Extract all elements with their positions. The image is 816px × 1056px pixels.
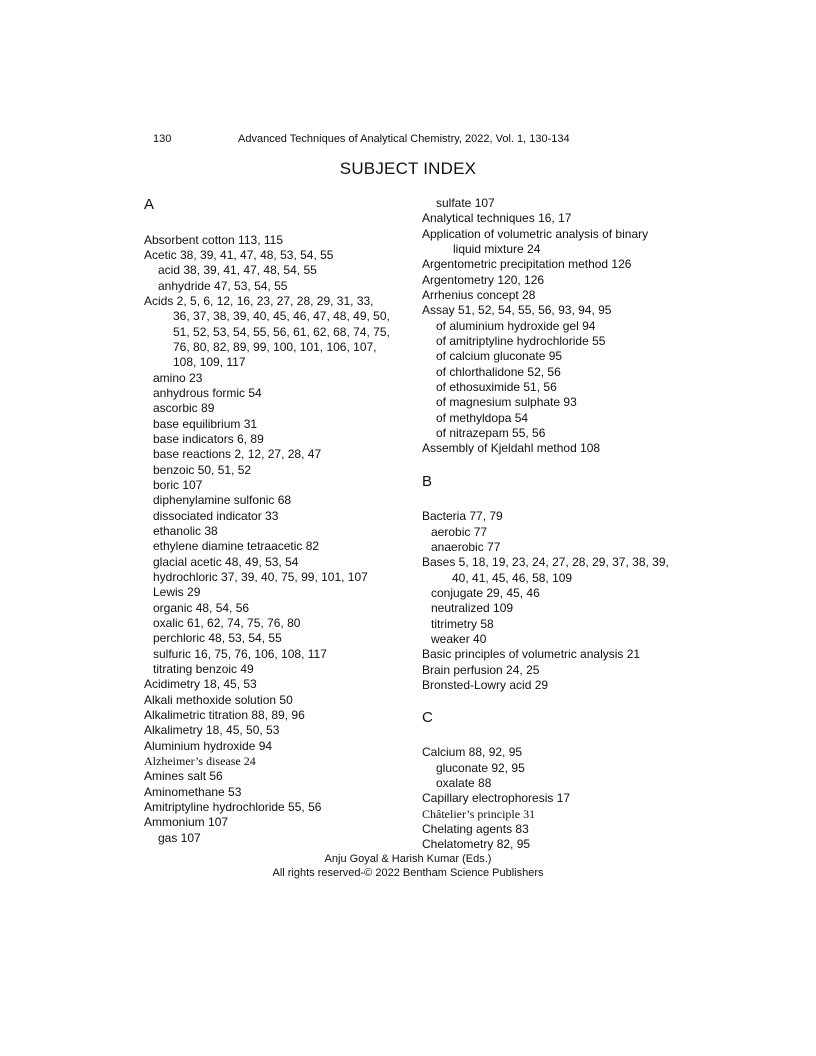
index-subentry: anaerobic 77 — [431, 540, 501, 554]
journal-citation: Advanced Techniques of Analytical Chemistry, 2022, Vol. 1, 130-134 — [238, 133, 570, 145]
section-letter-a: A — [144, 196, 155, 213]
index-subentry: weaker 40 — [431, 632, 487, 646]
index-subentry: gluconate 92, 95 — [436, 761, 525, 775]
index-entry: Bacteria 77, 79 — [422, 509, 503, 523]
index-subentry: titrating benzoic 49 — [153, 662, 254, 676]
index-subentry: of nitrazepam 55, 56 — [436, 426, 546, 440]
index-subentry: sulfuric 16, 75, 76, 106, 108, 117 — [153, 647, 327, 661]
copyright-notice: All rights reserved-© 2022 Bentham Science Publishers — [272, 867, 544, 879]
index-entry: Basic principles of volumetric analysis 21 — [422, 647, 641, 661]
index-subentry: anhydrous formic 54 — [153, 386, 262, 400]
index-entry-continuation: 36, 37, 38, 39, 40, 45, 46, 47, 48, 49, 50, — [173, 309, 390, 323]
index-subentry: base reactions 2, 12, 27, 28, 47 — [153, 447, 322, 461]
index-subentry: hydrochloric 37, 39, 40, 75, 99, 101, 107 — [153, 570, 368, 584]
index-subentry: anhydride 47, 53, 54, 55 — [158, 279, 288, 293]
running-header — [153, 133, 673, 149]
index-entry: Absorbent cotton 113, 115 — [144, 233, 283, 247]
index-entry: Acidimetry 18, 45, 53 — [144, 677, 257, 691]
index-entry: Calcium 88, 92, 95 — [422, 745, 523, 759]
index-entry: Acetic 38, 39, 41, 47, 48, 53, 54, 55 — [144, 248, 334, 262]
index-subentry: conjugate 29, 45, 46 — [431, 586, 540, 600]
index-subentry: titrimetry 58 — [431, 617, 494, 631]
page-number: 130 — [153, 133, 172, 145]
index-subentry: of ethosuximide 51, 56 — [436, 380, 557, 394]
index-subentry: perchloric 48, 53, 54, 55 — [153, 631, 282, 645]
index-entry: Amitriptyline hydrochloride 55, 56 — [144, 800, 322, 814]
index-entry: Assay 51, 52, 54, 55, 56, 93, 94, 95 — [422, 303, 612, 317]
index-entry: Châtelier’s principle 31 — [422, 807, 536, 821]
index-subentry: of chlorthalidone 52, 56 — [436, 365, 561, 379]
index-entry: Arrhenius concept 28 — [422, 288, 536, 302]
index-subentry: oxalic 61, 62, 74, 75, 76, 80 — [153, 616, 301, 630]
index-subentry: base indicators 6, 89 — [153, 432, 264, 446]
index-entry-continuation: 40, 41, 45, 46, 58, 109 — [452, 571, 573, 585]
index-entry: Alzheimer’s disease 24 — [144, 754, 256, 768]
index-entry: Chelating agents 83 — [422, 822, 529, 836]
index-subentry: of amitriptyline hydrochloride 55 — [436, 334, 606, 348]
section-letter-c: C — [422, 709, 433, 726]
index-entry: Brain perfusion 24, 25 — [422, 663, 540, 677]
index-subentry: base equilibrium 31 — [153, 417, 258, 431]
index-subentry: ethylene diamine tetraacetic 82 — [153, 539, 320, 553]
index-entry: Chelatometry 82, 95 — [422, 837, 531, 851]
index-entry: Argentometry 120, 126 — [422, 273, 545, 287]
index-entry: Capillary electrophoresis 17 — [422, 791, 571, 805]
index-subentry: organic 48, 54, 56 — [153, 601, 250, 615]
index-subentry: acid 38, 39, 41, 47, 48, 54, 55 — [158, 263, 317, 277]
index-entry: Bases 5, 18, 19, 23, 24, 27, 28, 29, 37, 38, 39, — [422, 555, 669, 569]
index-subentry: Lewis 29 — [153, 585, 201, 599]
index-subentry: gas 107 — [158, 831, 201, 845]
index-subentry: glacial acetic 48, 49, 53, 54 — [153, 555, 299, 569]
index-entry: Acids 2, 5, 6, 12, 16, 23, 27, 28, 29, 31, 33, — [144, 294, 374, 308]
section-letter-b: B — [422, 473, 433, 490]
index-entry: Aminomethane 53 — [144, 785, 242, 799]
index-subentry: amino 23 — [153, 371, 203, 385]
index-subentry: diphenylamine sulfonic 68 — [153, 493, 292, 507]
index-subentry: oxalate 88 — [436, 776, 492, 790]
index-subentry: aerobic 77 — [431, 525, 488, 539]
index-entry-continuation: 51, 52, 53, 54, 55, 56, 61, 62, 68, 74, 75, — [173, 325, 390, 339]
index-entry: Alkali methoxide solution 50 — [144, 693, 293, 707]
index-subentry: of aluminium hydroxide gel 94 — [436, 319, 596, 333]
index-entry: Aluminium hydroxide 94 — [144, 739, 273, 753]
editors-credit: Anju Goyal & Harish Kumar (Eds.) — [324, 853, 492, 865]
index-entry-continuation: 76, 80, 82, 89, 99, 100, 101, 106, 107, — [173, 340, 377, 354]
index-entry: Alkalimetry 18, 45, 50, 53 — [144, 723, 280, 737]
index-entry-continuation: 108, 109, 117 — [173, 355, 246, 369]
index-entry: Assembly of Kjeldahl method 108 — [422, 441, 601, 455]
index-entry: Alkalimetric titration 88, 89, 96 — [144, 708, 305, 722]
index-entry: Analytical techniques 16, 17 — [422, 211, 572, 225]
index-entry: Ammonium 107 — [144, 815, 229, 829]
index-subentry: benzoic 50, 51, 52 — [153, 463, 252, 477]
index-subentry: of methyldopa 54 — [436, 411, 529, 425]
index-entry: Argentometric precipitation method 126 — [422, 257, 632, 271]
index-subentry: sulfate 107 — [436, 196, 495, 210]
index-subentry: of magnesium sulphate 93 — [436, 395, 577, 409]
index-subentry: neutralized 109 — [431, 601, 514, 615]
index-entry-continuation: liquid mixture 24 — [453, 242, 541, 256]
index-subentry: dissociated indicator 33 — [153, 509, 279, 523]
index-subentry: ascorbic 89 — [153, 401, 215, 415]
page-title: SUBJECT INDEX — [339, 159, 477, 178]
index-subentry: boric 107 — [153, 478, 203, 492]
index-subentry: ethanolic 38 — [153, 524, 218, 538]
index-subentry: of calcium gluconate 95 — [436, 349, 563, 363]
index-entry: Bronsted-Lowry acid 29 — [422, 678, 549, 692]
index-entry: Application of volumetric analysis of binary — [422, 227, 649, 241]
index-entry: Amines salt 56 — [144, 769, 223, 783]
